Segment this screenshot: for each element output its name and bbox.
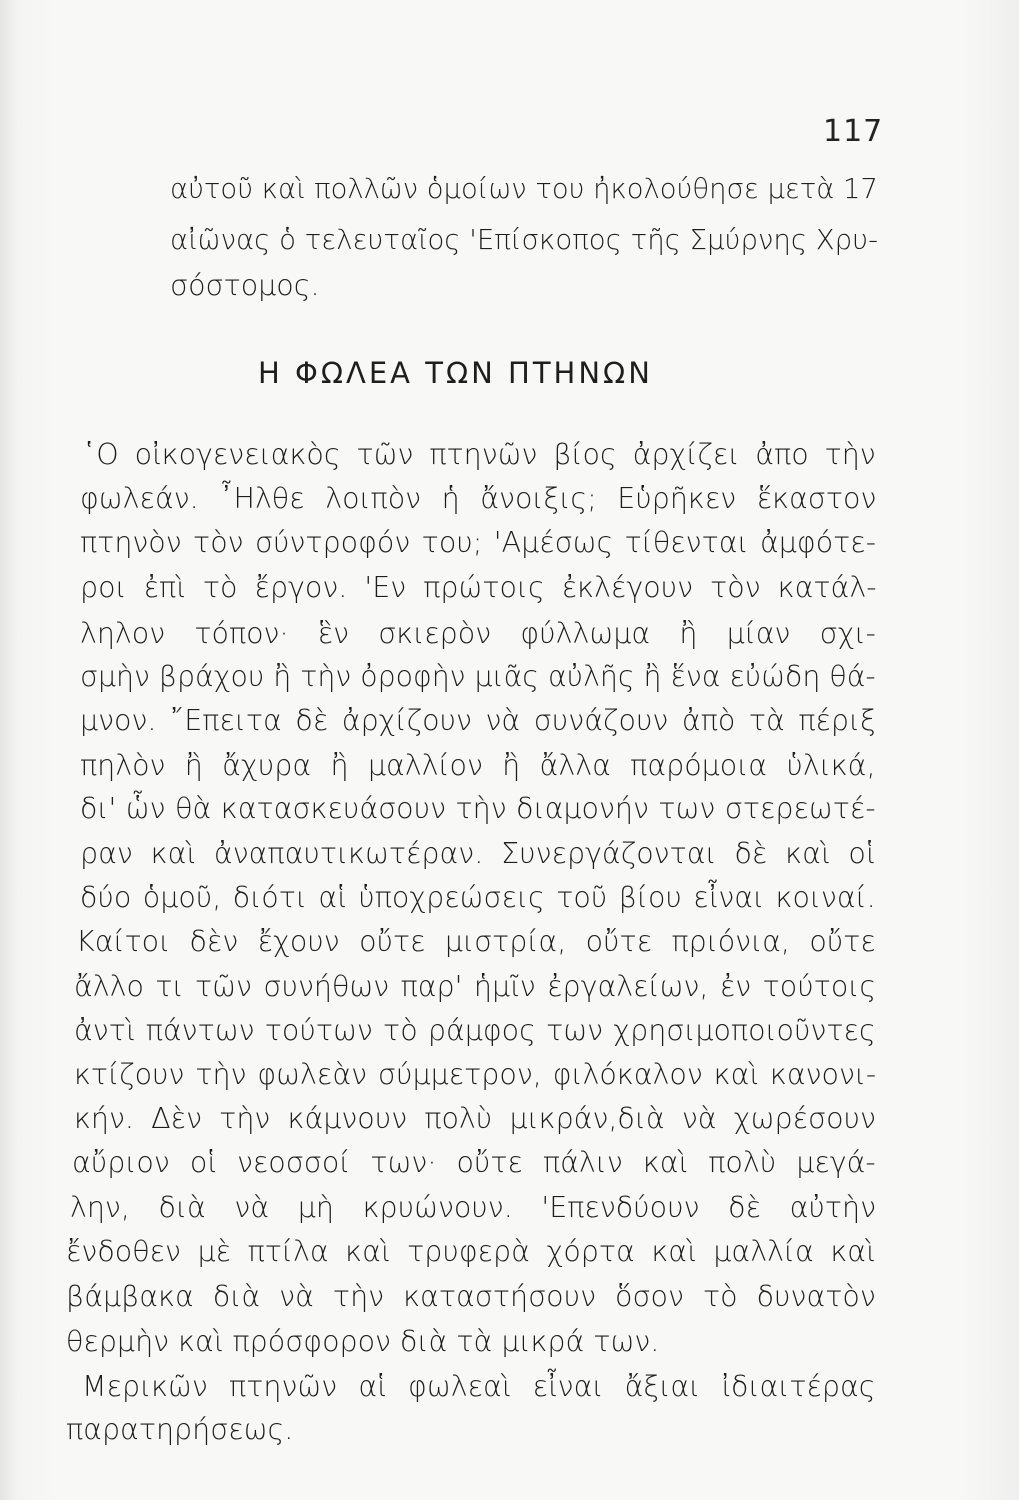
body-line: ἔνδοθεν μὲ πτίλα καὶ τρυφερὰ χόρτα καὶ μαλλία καὶ xyxy=(66,1235,876,1268)
body-line: κήν. Δὲν τὴν κάμνουν πολὺ μικράν,διὰ νὰ χωρέσουν xyxy=(74,1102,876,1135)
body-line: κτίζουν τὴν φωλεὰν σύμμετρον, φιλόκαλον καὶ κανονι- xyxy=(74,1058,877,1091)
body-line: δι' ὧν θὰ κατασκευάσουν τὴν διαμονήν των στερεωτέ- xyxy=(80,792,876,825)
body-line: δύο ὁμοῦ, διότι αἱ ὑποχρεώσεις τοῦ βίου εἶναι κοιναί. xyxy=(80,881,876,914)
intro-line: αὐτοῦ καὶ πολλῶν ὁμοίων του ἠκολούθησε μετὰ 17 xyxy=(170,174,878,205)
body-line: ροι ἐπὶ τὸ ἔργον. 'Εν πρώτοις ἐκλέγουν τὸν κατάλ- xyxy=(80,571,877,604)
body-line: μνον. ῎Επειτα δὲ ἀρχίζουν νὰ συνάζουν ἀπὸ τὰ πέριξ xyxy=(80,704,876,737)
section-heading: Η ΦΩΛΕΑ ΤΩΝ ΠΤΗΝΩΝ xyxy=(258,356,653,390)
body-line: φωλεάν. ῏Ηλθε λοιπὸν ἡ ἄνοιξις; Εὑρῆκεν ἕκαστον xyxy=(80,482,877,515)
body-line: Μερικῶν πτηνῶν αἱ φωλεαὶ εἶναι ἄξιαι ἰδιαιτέρας xyxy=(82,1370,876,1403)
body-line: λην, διὰ νὰ μὴ κρυώνουν. 'Επενδύουν δὲ αὐτὴν xyxy=(70,1191,877,1224)
body-line: παρατηρήσεως. xyxy=(66,1413,294,1446)
body-line: ληλον τόπον· ἓν σκιερὸν φύλλωμα ἢ μίαν σχι- xyxy=(80,617,876,650)
body-line: ἄλλο τι τῶν συνήθων παρ' ἡμῖν ἐργαλείων, ἐν τούτοις xyxy=(74,970,877,1003)
body-line: ῾Ο οἰκογενειακὸς τῶν πτηνῶν βίος ἀρχίζει ἀπο τὴν xyxy=(82,438,876,471)
body-line: ραν καὶ ἀναπαυτικωτέραν. Συνεργάζονται δὲ καὶ οἱ xyxy=(80,837,876,870)
page-number: 117 xyxy=(823,114,884,149)
intro-line: αἰῶνας ὁ τελευταῖος 'Επίσκοπος τῆς Σμύρνης Χρυ- xyxy=(170,223,879,256)
body-line: σμὴν βράχου ἢ τὴν ὀροφὴν μιᾶς αὐλῆς ἢ ἕνα εὐώδη θά- xyxy=(80,660,876,693)
body-line: ἀντὶ πάντων τούτων τὸ ράμφος των χρησιμοποιοῦντες xyxy=(74,1014,876,1047)
intro-line: σόστομος. xyxy=(170,269,320,302)
body-line: αὔριον οἱ νεοσσοί των· οὔτε πάλιν καὶ πολὺ μεγά- xyxy=(72,1146,876,1179)
body-line: Καίτοι δὲν ἔχουν οὔτε μιστρία, οὔτε πριόνια, οὔτε xyxy=(76,925,876,958)
body-line: θερμὴν καὶ πρόσφορον διὰ τὰ μικρά των. xyxy=(66,1325,660,1358)
body-line: πτηνὸν τὸν σύντροφόν του; 'Αμέσως τίθενται ἀμφότε- xyxy=(80,526,876,559)
body-line: βάμβακα διὰ νὰ τὴν καταστήσουν ὅσον τὸ δυνατὸν xyxy=(66,1280,876,1313)
body-line: πηλὸν ἢ ἄχυρα ἢ μαλλίον ἢ ἄλλα παρόμοια ὑλικά, xyxy=(80,749,876,782)
